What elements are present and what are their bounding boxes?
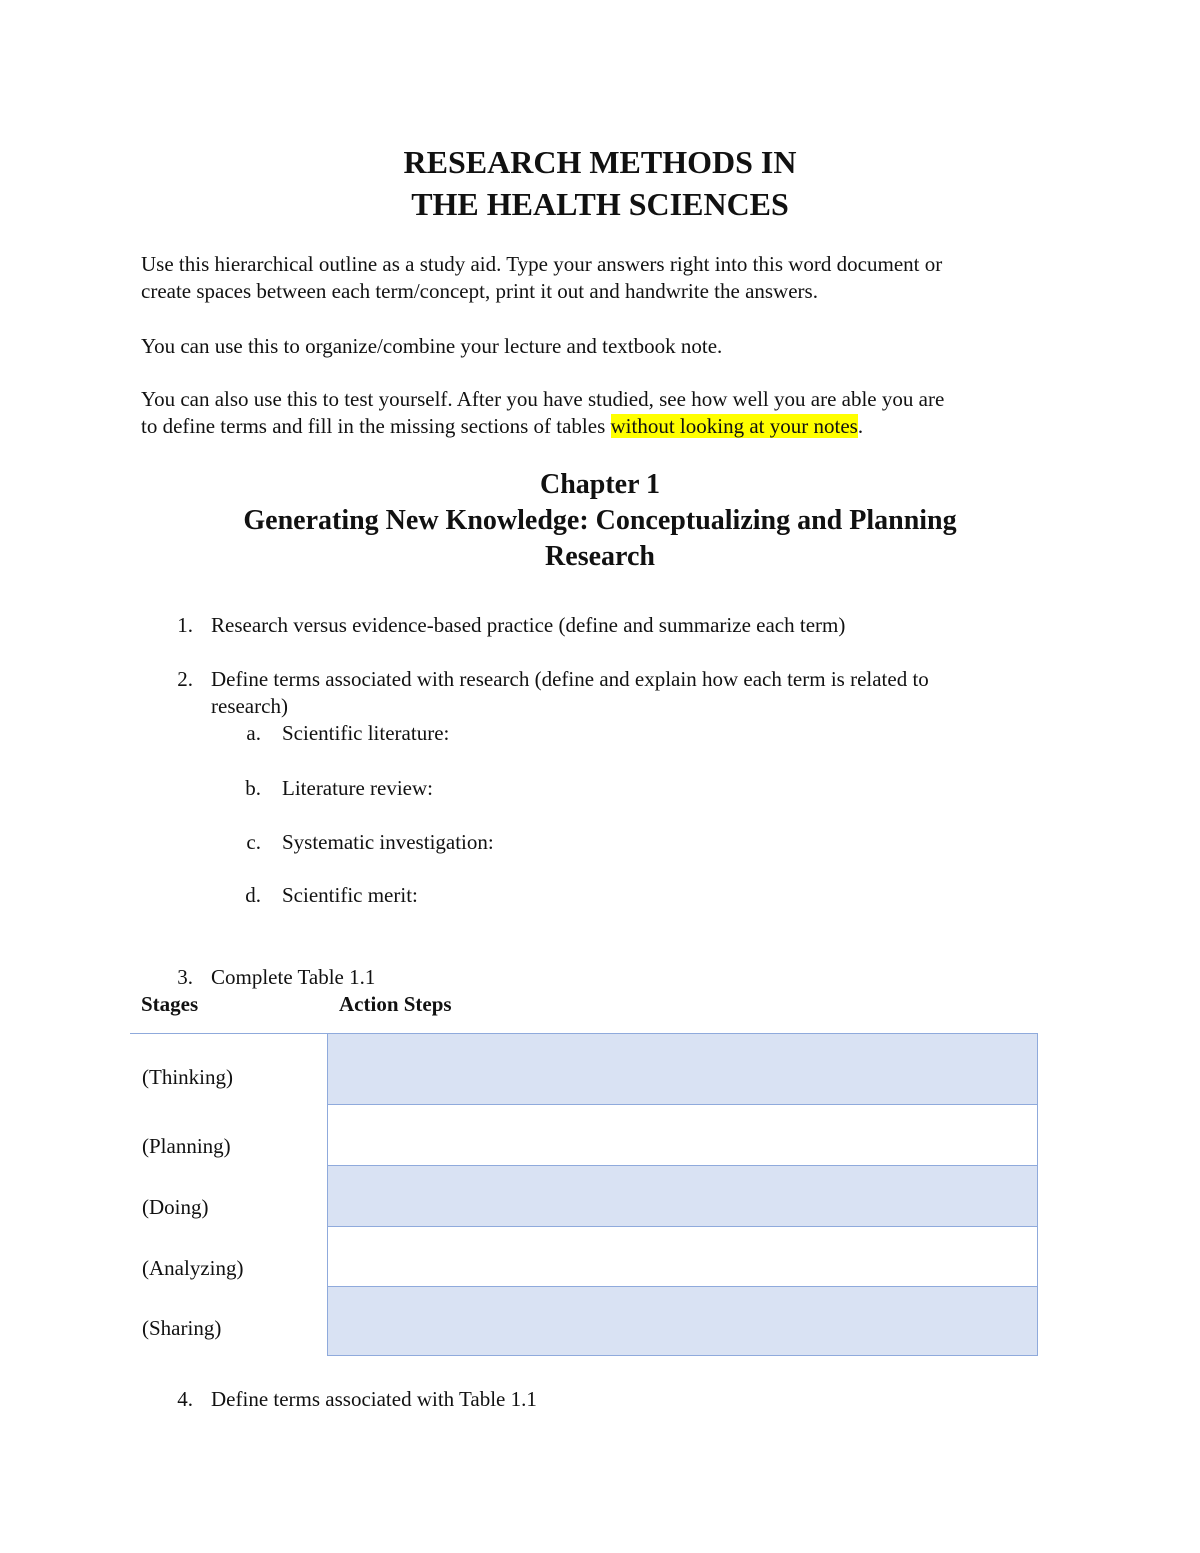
action-cell[interactable] bbox=[327, 1166, 1038, 1226]
sub-text: Literature review: bbox=[282, 776, 433, 800]
list-text-line-2: research) bbox=[211, 694, 288, 718]
intro-line-1: Use this hierarchical outline as a study aid. Type your answers right into this word document or bbox=[141, 252, 943, 276]
stage-label: (Planning) bbox=[142, 1134, 231, 1158]
action-cell[interactable] bbox=[327, 1105, 1038, 1165]
table-header-action-steps: Action Steps bbox=[339, 992, 452, 1016]
chapter-number: Chapter 1 bbox=[539, 469, 661, 500]
list-number: 2. bbox=[177, 667, 193, 691]
table-row bbox=[130, 1287, 1038, 1355]
intro-paragraph bbox=[141, 251, 1071, 305]
test-line-2-text: to define terms and fill in the missing sections of tables bbox=[141, 414, 611, 438]
sub-text: Systematic investigation: bbox=[282, 830, 494, 854]
chapter-title-line-1: Generating New Knowledge: Conceptualizing and Planning bbox=[243, 505, 957, 536]
list-text: Complete Table 1.1 bbox=[211, 965, 376, 989]
list-number: 4. bbox=[177, 1387, 193, 1411]
chapter-title-line-2: Research bbox=[545, 541, 655, 572]
list-number: 3. bbox=[177, 965, 193, 989]
list-text-line-1: Define terms associated with research (define and explain how each term is related to bbox=[211, 667, 929, 691]
list-text: Define terms associated with Table 1.1 bbox=[211, 1387, 537, 1411]
sub-letter: c. bbox=[246, 830, 261, 854]
action-cell[interactable] bbox=[327, 1034, 1038, 1104]
highlighted-text: without looking at your notes bbox=[610, 414, 858, 438]
action-cell[interactable] bbox=[327, 1287, 1038, 1355]
stage-label: (Analyzing) bbox=[142, 1256, 244, 1280]
table-row bbox=[130, 1227, 1038, 1286]
table-row bbox=[130, 1034, 1038, 1104]
sub-letter: b. bbox=[245, 776, 261, 800]
sub-text: Scientific merit: bbox=[282, 883, 418, 907]
document-title-line-2: THE HEALTH SCIENCES bbox=[411, 186, 789, 222]
test-paragraph bbox=[141, 386, 1071, 440]
sub-text: Scientific literature: bbox=[282, 721, 450, 745]
test-line-2-end: . bbox=[857, 414, 864, 438]
list-text: Research versus evidence-based practice (define and summarize each term) bbox=[211, 613, 846, 637]
stage-label: (Doing) bbox=[142, 1195, 209, 1219]
stage-label: (Sharing) bbox=[142, 1316, 222, 1340]
action-cell[interactable] bbox=[327, 1227, 1038, 1286]
table-header-stages: Stages bbox=[141, 992, 199, 1016]
test-line-2 bbox=[141, 413, 1071, 440]
list-number: 1. bbox=[177, 613, 193, 637]
stage-label: (Thinking) bbox=[142, 1065, 233, 1089]
sub-letter: d. bbox=[245, 883, 261, 907]
intro-line-2: create spaces between each term/concept, print it out and handwrite the answers. bbox=[141, 279, 818, 303]
sub-letter: a. bbox=[246, 721, 261, 745]
document-title-line-1: RESEARCH METHODS IN bbox=[403, 144, 797, 180]
table-row bbox=[130, 1105, 1038, 1165]
table-bottom-border bbox=[327, 1355, 1038, 1356]
table-row bbox=[130, 1166, 1038, 1226]
test-line-1: You can also use this to test yourself. After you have studied, see how well you are able you are bbox=[141, 387, 945, 411]
note-paragraph: You can use this to organize/combine your lecture and textbook note. bbox=[141, 334, 723, 358]
